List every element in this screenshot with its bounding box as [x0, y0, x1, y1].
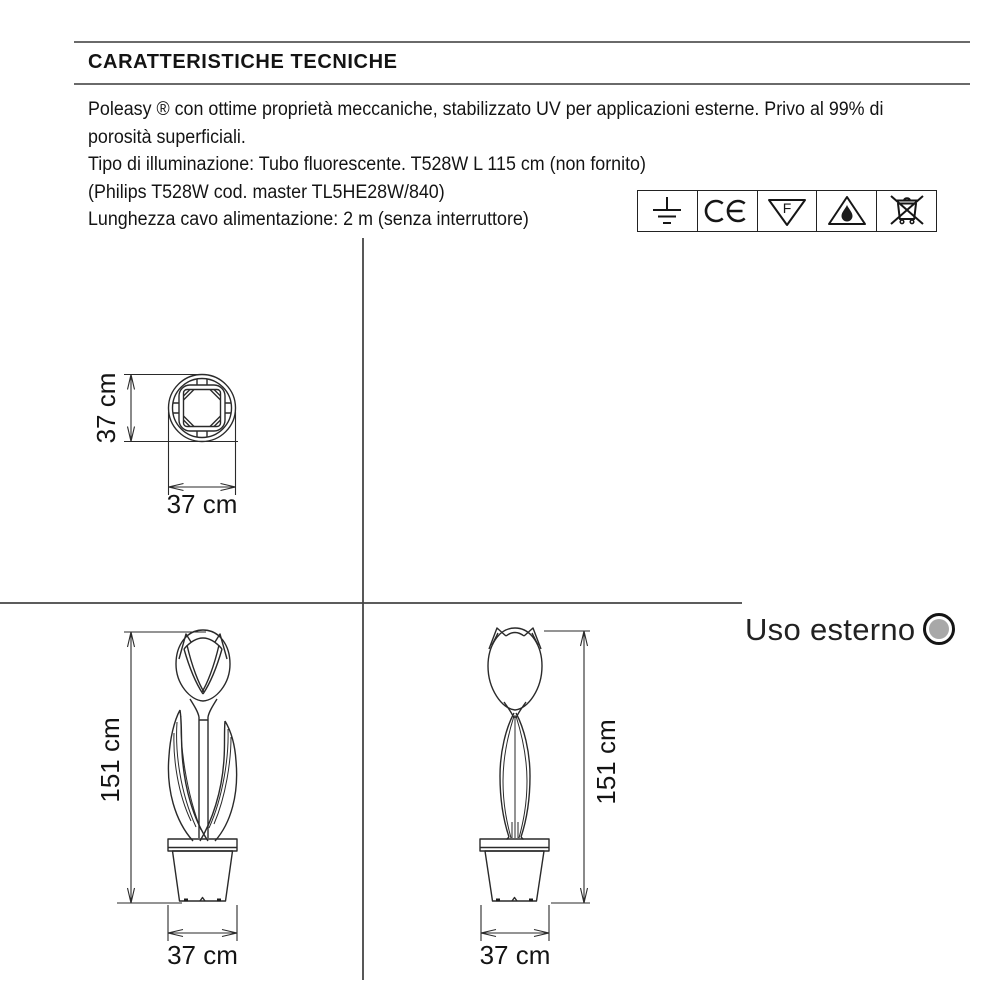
front-view-height-label: 151 cm — [95, 717, 125, 803]
top-view-drawing — [91, 373, 238, 519]
side-view-height-label: 151 cm — [591, 719, 621, 805]
top-view-height-label: 37 cm — [91, 372, 121, 444]
spec-line-2: porosità superficiali. — [88, 126, 246, 148]
spec-line-5: Lunghezza cavo alimentazione: 2 m (senza interruttore) — [88, 209, 529, 230]
usage-label: Uso esterno — [745, 612, 916, 647]
side-view-width-label: 37 cm — [479, 940, 551, 970]
spec-line-1: Poleasy ® con ottime proprietà meccaniche, stabilizzato UV per applicazioni esterne. Privo al 99% di — [88, 99, 884, 120]
outdoor-use-icon — [923, 613, 955, 645]
page-title: CARATTERISTICHE TECNICHE — [88, 51, 398, 73]
side-view-drawing — [480, 628, 621, 970]
f-mark-letter: F — [782, 200, 792, 216]
top-view-width-label: 37 cm — [166, 489, 238, 519]
spec-line-4: (Philips T528W cod. master TL5HE28W/840) — [88, 181, 445, 203]
spec-line-3: Tipo di illuminazione: Tubo fluorescente. T528W L 115 cm (non fornito) — [88, 154, 646, 175]
front-view-drawing — [95, 630, 238, 970]
front-view-width-label: 37 cm — [167, 940, 238, 970]
usage-area — [745, 612, 915, 648]
